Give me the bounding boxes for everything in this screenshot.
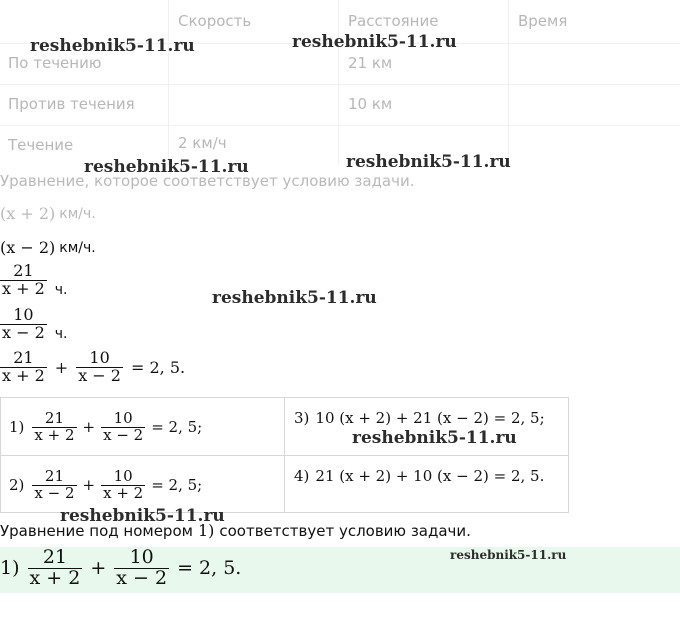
plus-sign: + bbox=[82, 418, 96, 436]
fraction-denominator: x + 2 bbox=[29, 566, 81, 589]
option-1 bbox=[9, 404, 202, 450]
option-equation: 10 (x + 2) + 21 (x − 2) = 2, 5; bbox=[315, 409, 545, 427]
watermark: reshebnik5-11.ru bbox=[30, 36, 195, 56]
option-4 bbox=[294, 462, 544, 490]
option-number: 1) bbox=[9, 418, 25, 436]
fraction-numerator: 10 bbox=[89, 348, 110, 367]
equation-rhs: = 2, 5. bbox=[177, 557, 242, 580]
speed-upstream-unit: км/ч. bbox=[59, 239, 96, 256]
option-number: 2) bbox=[9, 476, 25, 494]
table-divider bbox=[0, 125, 680, 126]
fraction-numerator: 21 bbox=[42, 546, 68, 568]
fraction-denominator: x − 2 bbox=[116, 566, 168, 589]
watermark: reshebnik5-11.ru bbox=[450, 548, 567, 562]
fraction-numerator: 10 bbox=[129, 546, 154, 568]
table-divider bbox=[1, 455, 568, 456]
fraction-denominator: x − 2 bbox=[2, 322, 45, 342]
fraction bbox=[101, 466, 145, 502]
fraction-denominator: x + 2 bbox=[34, 425, 75, 444]
table-row-label: Течение bbox=[8, 136, 74, 154]
time-unit: ч. bbox=[54, 282, 68, 298]
watermark: reshebnik5-11.ru bbox=[292, 32, 457, 52]
fraction-denominator: x − 2 bbox=[34, 483, 75, 502]
watermark: reshebnik5-11.ru bbox=[352, 428, 517, 448]
conclusion-number: 1) bbox=[197, 521, 215, 540]
answer-equation bbox=[0, 548, 241, 589]
option-number: 3) bbox=[294, 409, 310, 427]
option-2 bbox=[9, 462, 202, 508]
fraction-denominator: x − 2 bbox=[78, 365, 121, 385]
fraction bbox=[76, 350, 123, 385]
table-header-distance: Расстояние bbox=[348, 12, 439, 30]
conclusion-before: Уравнение под номером bbox=[0, 521, 193, 540]
fraction-numerator: 10 bbox=[113, 466, 133, 485]
time-upstream-line bbox=[0, 306, 68, 342]
fraction bbox=[32, 466, 76, 502]
time-unit: ч. bbox=[54, 326, 68, 342]
fraction bbox=[101, 408, 145, 444]
fraction-denominator: x − 2 bbox=[103, 425, 144, 444]
fraction bbox=[28, 548, 83, 589]
watermark: reshebnik5-11.ru bbox=[346, 152, 511, 172]
speed-upstream-expr: (x − 2) bbox=[0, 238, 56, 257]
speed-downstream-line bbox=[0, 204, 96, 223]
watermark: reshebnik5-11.ru bbox=[60, 506, 225, 526]
option-number: 1) bbox=[0, 557, 20, 580]
fraction-denominator: x + 2 bbox=[2, 365, 45, 385]
equation-rhs: = 2, 5. bbox=[130, 357, 186, 377]
table-cell-distance: 10 км bbox=[348, 95, 393, 113]
data-table bbox=[0, 0, 680, 165]
table-cell-speed: 2 км/ч bbox=[178, 134, 227, 152]
fraction-numerator: 21 bbox=[13, 348, 34, 367]
fraction-numerator: 10 bbox=[113, 408, 133, 427]
table-divider bbox=[0, 84, 680, 85]
table-row-label: Против течения bbox=[8, 95, 135, 113]
equation-rhs: = 2, 5; bbox=[151, 476, 203, 494]
fraction bbox=[32, 408, 76, 444]
fraction bbox=[0, 260, 47, 298]
time-downstream-line bbox=[0, 262, 68, 298]
speed-upstream-line bbox=[0, 238, 96, 257]
watermark: reshebnik5-11.ru bbox=[84, 157, 249, 177]
speed-downstream-unit: км/ч. bbox=[59, 205, 96, 222]
options-table bbox=[0, 397, 569, 513]
conclusion-after: соответствует условию задачи. bbox=[219, 521, 471, 540]
fraction bbox=[114, 548, 169, 589]
fraction-numerator: 10 bbox=[13, 304, 34, 324]
plus-sign: + bbox=[82, 476, 96, 494]
table-row-label: По течению bbox=[8, 54, 102, 72]
equation-rhs: = 2, 5; bbox=[151, 418, 203, 436]
fraction-numerator: 21 bbox=[13, 260, 34, 280]
fraction-numerator: 21 bbox=[44, 408, 64, 427]
fraction-numerator: 21 bbox=[44, 466, 64, 485]
option-number: 4) bbox=[294, 467, 310, 485]
table-header-time: Время bbox=[518, 12, 568, 30]
table-cell-distance: 21 км bbox=[348, 54, 393, 72]
table-header-speed: Скорость bbox=[178, 12, 252, 30]
plus-sign: + bbox=[54, 357, 69, 377]
fraction bbox=[0, 350, 47, 385]
fraction-denominator: x + 2 bbox=[103, 483, 144, 502]
table-divider bbox=[338, 0, 339, 165]
fraction-denominator: x + 2 bbox=[2, 278, 45, 298]
table-divider bbox=[508, 0, 509, 165]
plus-sign: + bbox=[90, 557, 107, 580]
table-divider bbox=[168, 0, 169, 165]
section-heading: Уравнение, которое соответствует условию задачи. bbox=[0, 172, 415, 190]
option-equation: 21 (x + 2) + 10 (x − 2) = 2, 5. bbox=[315, 467, 545, 485]
main-equation bbox=[0, 350, 185, 385]
speed-downstream-expr: (x + 2) bbox=[0, 204, 56, 223]
fraction bbox=[0, 304, 47, 342]
watermark: reshebnik5-11.ru bbox=[212, 288, 377, 308]
